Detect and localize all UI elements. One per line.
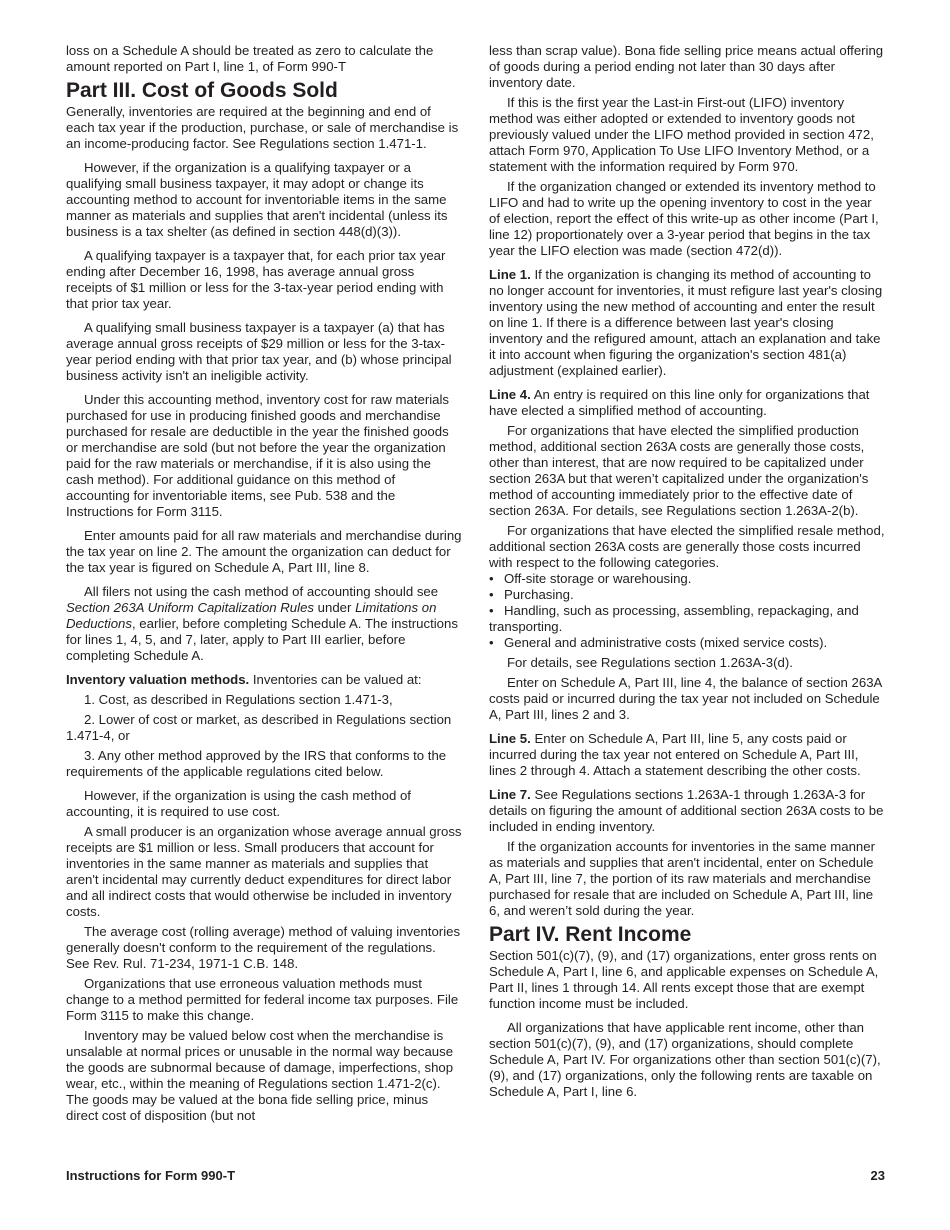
right-column — [489, 43, 885, 1100]
bullet-item: • General and administrative costs (mixed service costs). — [489, 635, 828, 650]
line-7-paragraph: Line 7. See Regulations sections 1.263A-1 through 1.263A-3 for details on figuring the amount of additional section 263A costs to be included in ending inventory. — [489, 787, 884, 834]
list-item: 1. Cost, as described in Regulations section 1.471-3, — [84, 692, 393, 707]
line-4-label: Line 4. — [489, 387, 531, 402]
italic-reference: Section 263A Uniform Capitalization Rules — [66, 600, 314, 615]
paragraph: A qualifying small business taxpayer is a taxpayer (a) that has average annual gross receipts of $29 million or less for the 3-tax-year period ending with that prior tax year, and (b) whose principal business activity isn't an ineligible activity. — [66, 320, 452, 383]
bullet-icon: • — [489, 603, 494, 618]
page-number: 23 — [870, 1168, 885, 1183]
part-iii-heading: Part III. Cost of Goods Sold — [66, 79, 338, 102]
paragraph: However, if the organization is using the cash method of accounting, it is required to use cost. — [66, 788, 411, 819]
paragraph: Inventory may be valued below cost when the merchandise is unsalable at normal prices or unusable in the normal way because the goods are subnormal because of damage, imperfections, shop wear, etc., within the meaning of Regulations section 1.471-2(c). The goods may be valued at the bona fide selling price, minus direct cost of disposition (but not — [66, 1028, 454, 1123]
line-1-paragraph: Line 1. If the organization is changing its method of accounting to no longer account for inventories, it must refigure last year's closing inventory using the new method of accounting and enter the result on line 1. If there is a difference between last year's closing inventory and the refigured amount, attach an explanation and take it into account when figuring the organization's section 481(a) adjustment (explained earlier). — [489, 267, 883, 378]
paragraph: The average cost (rolling average) method of valuing inventories generally doesn't conform to the requirement of the regulations. See Rev. Rul. 71-234, 1971-1 C.B. 148. — [66, 924, 461, 971]
paragraph: A qualifying taxpayer is a taxpayer that, for each prior tax year ending after December 16, 1998, has average annual gross receipts of $1 million or less for the 3-tax-year period ending with that prior tax year. — [66, 248, 446, 311]
paragraph: All filers not using the cash method of accounting should see Section 263A Uniform Capitalization Rules under Limitations on Deductions, earlier, before completing Schedule A. The instructions for lines 1, 4, 5, and 7, later, apply to Part III earlier, before completing Schedule A. — [66, 584, 458, 663]
italic-reference: Limitations on Deductions — [66, 600, 437, 631]
line-5-paragraph: Line 5. Enter on Schedule A, Part III, line 5, any costs paid or incurred during the tax year not entered on Schedule A, Part III, lines 2 through 4. Attach a statement describing the other costs. — [489, 731, 861, 778]
paragraph: If the organization accounts for inventories in the same manner as materials and supplies that aren't incidental, enter on Schedule A, Part III, line 7, the portion of its raw materials and merchandise purchased for resale that are included on Schedule A, Part III, line 6, and weren’t sold during the year. — [489, 839, 875, 918]
footer-title: Instructions for Form 990-T — [66, 1168, 236, 1183]
paragraph: If the organization changed or extended its inventory method to LIFO and had to write up the opening inventory to cost in the year of election, report the effect of this write-up as other income (Part I, line 12) proportionately over a 3-year period that begins in the tax year the LIFO election was made (section 472(d)). — [489, 179, 879, 258]
paragraph: For organizations that have elected the simplified production method, additional section 263A costs are generally those costs, other than interest, that are now required to be capitalized under section 263A but that weren’t capitalized under the organization's method of accounting immediately prior to the effective date of section 263A. For details, see Regulations section 1.263A-2(b). — [489, 423, 869, 518]
left-column — [66, 43, 462, 1124]
part-iv-heading: Part IV. Rent Income — [489, 923, 692, 946]
bullet-item: • Purchasing. — [489, 587, 574, 602]
bullet-item: • Handling, such as processing, assembling, repackaging, and transporting. — [489, 603, 859, 634]
paragraph: Enter on Schedule A, Part III, line 4, the balance of section 263A costs paid or incurred during the tax year not included on Schedule A, Part III, lines 2 and 3. — [489, 675, 882, 722]
paragraph: For organizations that have elected the simplified resale method, additional section 263A costs are generally those costs incurred with respect to the following categories. — [489, 523, 885, 570]
paragraph: Generally, inventories are required at the beginning and end of each tax year if the production, purchase, or sale of merchandise is an income-producing factor. See Regulations section 1.471-1. — [66, 104, 459, 151]
bullet-icon: • — [489, 635, 494, 650]
paragraph: less than scrap value). Bona fide selling price means actual offering of goods during a period ending not later than 30 days after inventory date. — [489, 43, 884, 90]
bullet-item: • Off-site storage or warehousing. — [489, 571, 692, 586]
line-5-label: Line 5. — [489, 731, 531, 746]
paragraph: If this is the first year the Last-in First-out (LIFO) inventory method was either adopted or extended to inventory goods not previously valued under the LIFO method provided in section 472, attach Form 970, Application To Use LIFO Inventory Method, or a statement with the information required by Form 970. — [489, 95, 874, 174]
bullet-icon: • — [489, 571, 494, 586]
paragraph: However, if the organization is a qualifying taxpayer or a qualifying small business taxpayer, it may adopt or change its accounting method to account for inventoriable items in the same manner as materials and supplies that aren't incidental (unless its business is a tax shelter (as defined in section 448(d)(3)). — [66, 160, 448, 239]
paragraph: Section 501(c)(7), (9), and (17) organizations, enter gross rents on Schedule A, Part I, line 6, and applicable expenses on Schedule A, Part II, lines 1 through 14. All rents except those that are exempt function income must be included. — [489, 948, 879, 1011]
inventory-valuation-paragraph: Inventory valuation methods. Inventories can be valued at: — [66, 672, 422, 687]
paragraph: Enter amounts paid for all raw materials and merchandise during the tax year on line 2. The amount the organization can deduct for the tax year is figured on Schedule A, Part III, line 8. — [66, 528, 462, 575]
line-4-paragraph: Line 4. An entry is required on this line only for organizations that have elected a simplified method of accounting. — [489, 387, 870, 418]
intro-paragraph: loss on a Schedule A should be treated as zero to calculate the amount reported on Part I, line 1, of Form 990-T — [66, 43, 434, 74]
paragraph: A small producer is an organization whose average annual gross receipts are $1 million or less. Small producers that account for inventories in the same manner as materials and supplies that aren't incidental may currently deduct expenditures for direct labor and all indirect costs that would otherwise be included in inventory costs. — [66, 824, 462, 919]
line-7-label: Line 7. — [489, 787, 531, 802]
paragraph: All organizations that have applicable rent income, other than section 501(c)(7), (9), and (17) organizations, should complete Schedule A, Part IV. For organizations other than section 501(c)(7), (9), and (17) organizations, only the following rents are taxable on Schedule A, Part I, line 6. — [489, 1020, 881, 1099]
list-item: 2. Lower of cost or market, as described in Regulations section 1.471-4, or — [66, 712, 452, 743]
paragraph: Organizations that use erroneous valuation methods must change to a method permitted for federal income tax purposes. File Form 3115 to make this change. — [66, 976, 459, 1023]
paragraph: For details, see Regulations section 1.263A-3(d). — [507, 655, 793, 670]
paragraph: Under this accounting method, inventory cost for raw materials purchased for use in producing finished goods and merchandise purchased for resale are deductible in the year the finished goods or merchandise are sold (but not before the year the organization paid for the raw materials or merchandise, if it is also using the cash method). For additional guidance on this method of accounting for inventoriable items, see Pub. 538 and the Instructions for Form 3115. — [66, 392, 450, 519]
inventory-valuation-label: Inventory valuation methods. — [66, 672, 250, 687]
list-item: 3. Any other method approved by the IRS that conforms to the requirements of the applicable regulations cited below. — [66, 748, 447, 779]
bullet-icon: • — [489, 587, 494, 602]
line-1-label: Line 1. — [489, 267, 531, 282]
